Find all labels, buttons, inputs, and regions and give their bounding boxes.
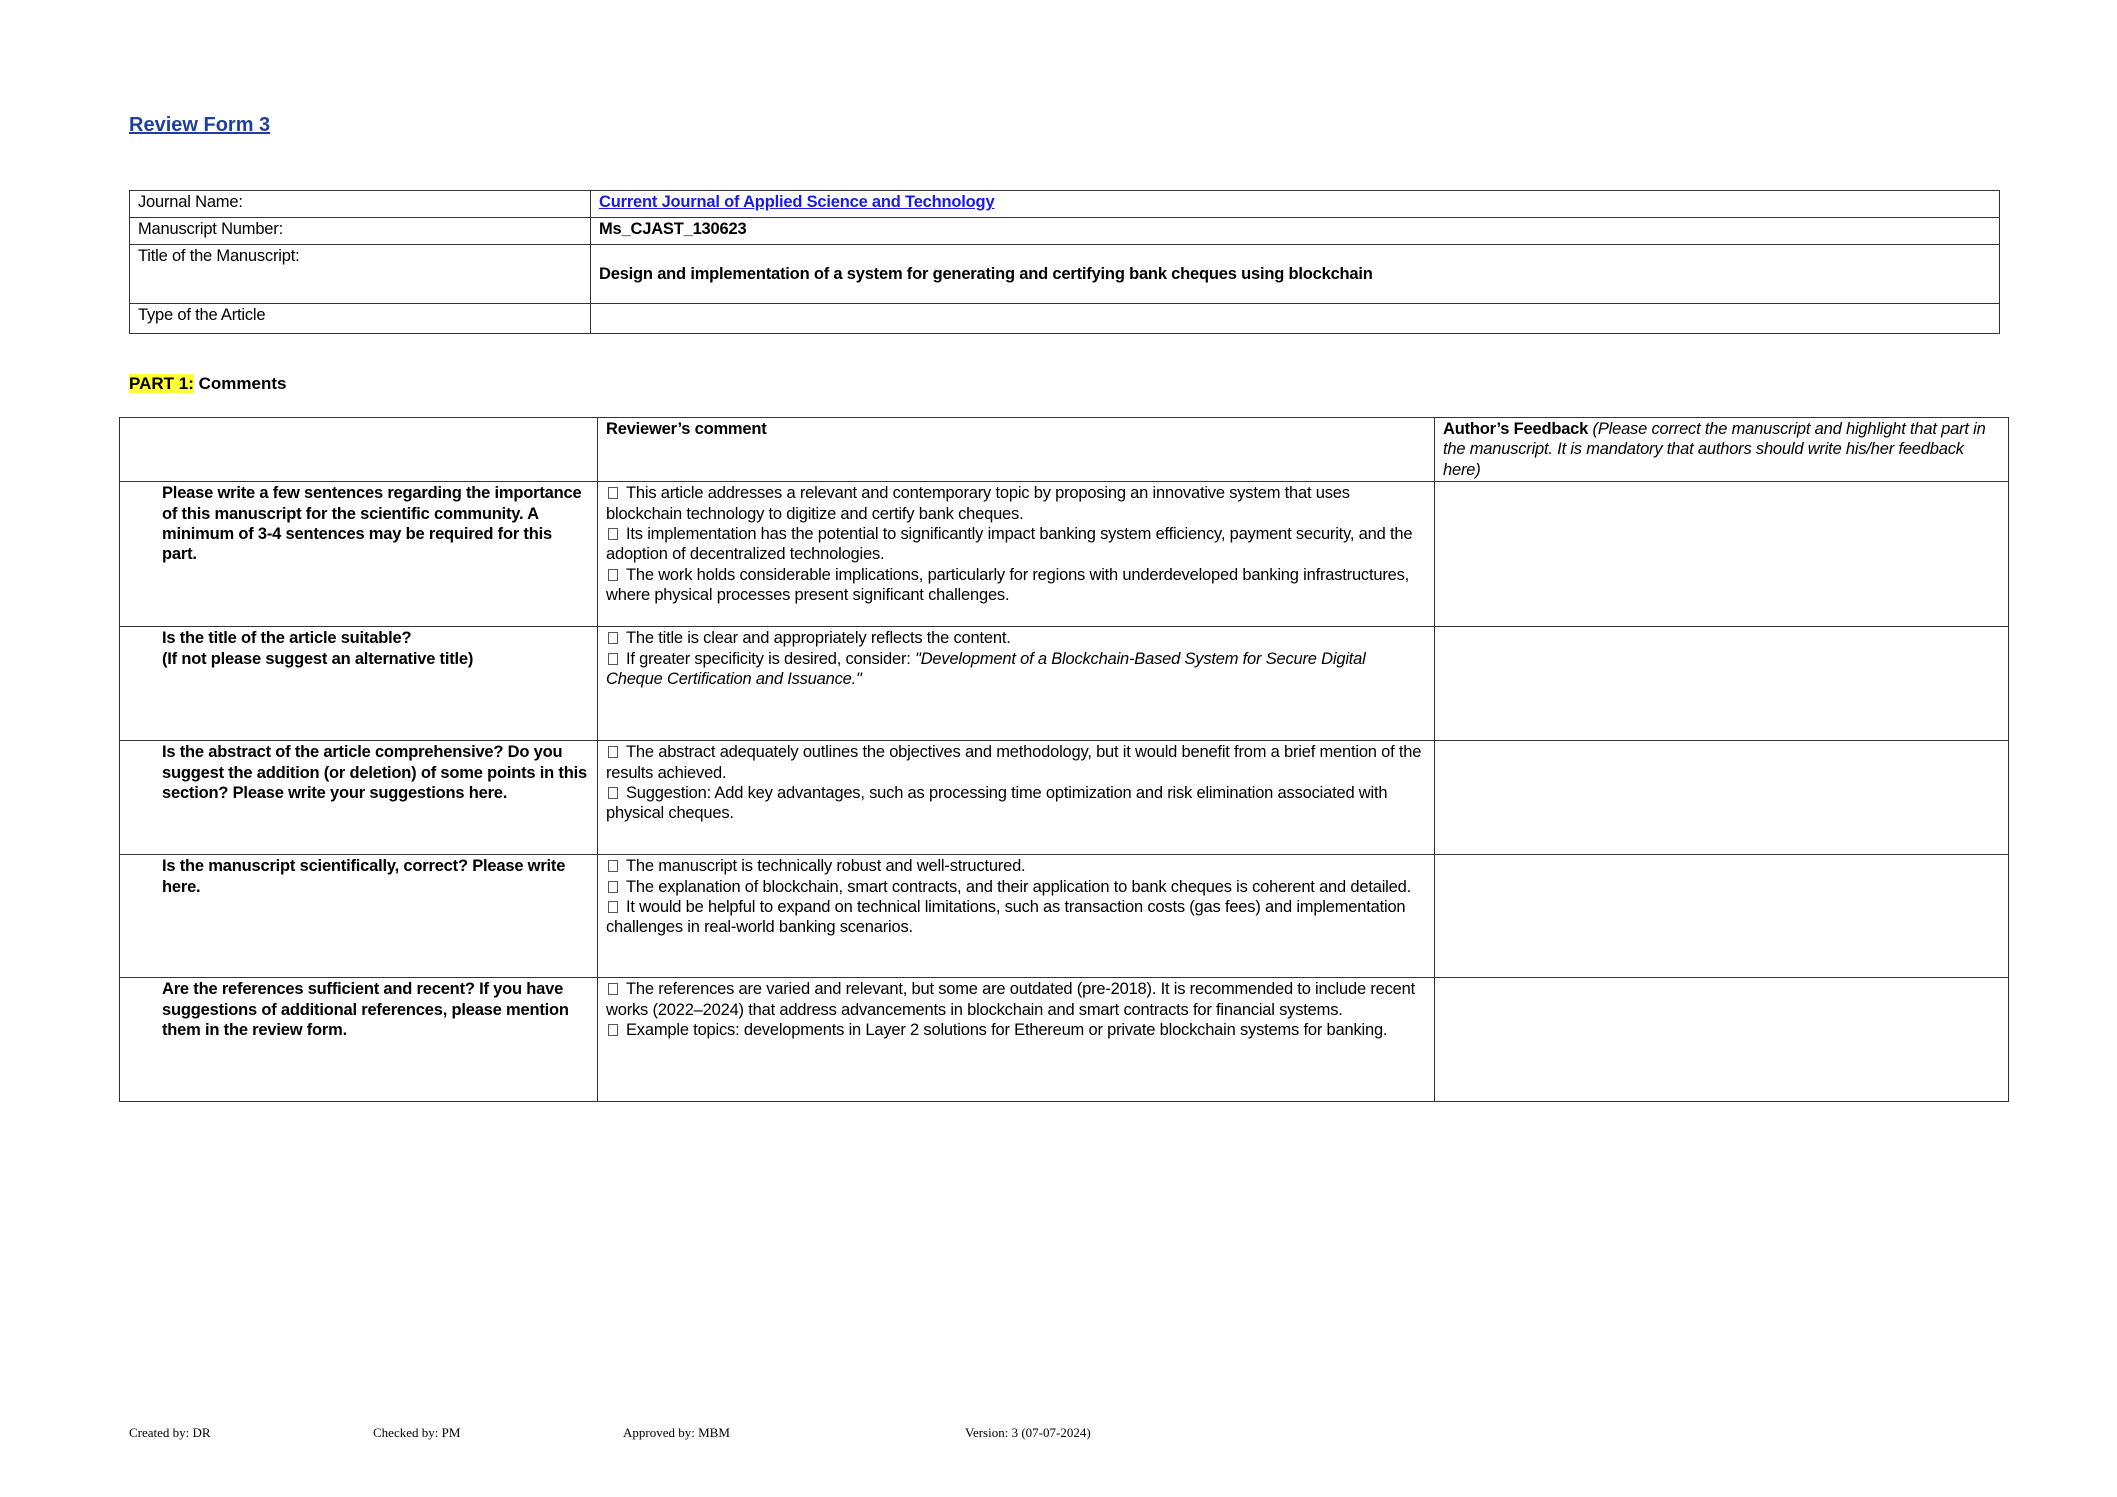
- manuscript-title-label: Title of the Manuscript:: [130, 245, 591, 304]
- checkbox-icon: [608, 901, 618, 913]
- reviewer-comment: [598, 855, 1435, 978]
- bullet-text: The work holds considerable implications, particularly for regions with underdeveloped banking infrastructures, where physical processes present significant challenges.: [606, 565, 1410, 605]
- part-heading: [129, 374, 286, 394]
- bullet-text: It would be helpful to expand on technical limitations, such as transaction costs (gas fees) and implementation challenges in real-world banking scenarios.: [606, 898, 1406, 937]
- manuscript-info-table: [129, 190, 2000, 334]
- footer-checked: Checked by: PM: [373, 1425, 461, 1440]
- comment-bullet: [606, 742, 1426, 783]
- checkbox-icon: [608, 632, 618, 644]
- comment-row: [120, 741, 2009, 855]
- footer-version: Version: 3 (07-07-2024): [965, 1425, 1091, 1440]
- author-feedback-cell[interactable]: [1435, 482, 2009, 627]
- checkbox-icon: [608, 487, 618, 499]
- footer-created: Created by: DR: [129, 1425, 211, 1440]
- comment-bullet: [606, 483, 1426, 524]
- part-label: PART 1:: [129, 374, 194, 393]
- journal-link[interactable]: Current Journal of Applied Science and Technology: [599, 193, 995, 211]
- bullet-text: Example topics: developments in Layer 2 solutions for Ethereum or private blockchain systems for banking.: [626, 1021, 1388, 1040]
- author-feedback-cell[interactable]: [1435, 855, 2009, 978]
- part-title: Comments: [198, 374, 287, 393]
- question: Is the manuscript scientifically, correct? Please write here.: [120, 855, 598, 978]
- bullet-text: Its implementation has the potential to significantly impact banking system efficiency, payment security, and the adoption of decentralized technologies.: [606, 525, 1413, 564]
- manuscript-number: Ms_CJAST_130623: [591, 218, 2000, 245]
- header-reviewer: Reviewer’s comment: [598, 418, 1435, 482]
- comment-bullet: [606, 628, 1426, 648]
- bullet-text: The manuscript is technically robust and well-structured.: [626, 857, 1026, 876]
- question: Is the title of the article suitable? (If not please suggest an alternative title): [120, 627, 598, 741]
- comment-bullet: [606, 565, 1426, 606]
- author-feedback-label: Author’s Feedback: [1443, 420, 1589, 438]
- reviewer-comment: [598, 627, 1435, 741]
- reviewer-comment: [598, 978, 1435, 1102]
- suggested-title: "Development of a Blockchain-Based System for Secure Digital Cheque Certification and Issuance.": [606, 649, 1366, 689]
- comment-bullet: [606, 897, 1426, 938]
- bullet-text: The references are varied and relevant, but some are outdated (pre-2018). It is recommended to include recent works (2022–2024) that address advancements in blockchain and smart contracts for financial systems.: [606, 980, 1415, 1019]
- checkbox-icon: [608, 653, 618, 665]
- header-empty: [120, 418, 598, 482]
- reviewer-comment: [598, 482, 1435, 627]
- author-feedback-note: (Please correct the manuscript and highlight that part in the manuscript. It is mandatory that authors should write his/her feedback here): [1443, 420, 1986, 479]
- checkbox-icon: [608, 528, 618, 540]
- comment-bullet: [606, 649, 1426, 690]
- bullet-text: The abstract adequately outlines the objectives and methodology, but it would benefit from a brief mention of the results achieved.: [606, 743, 1422, 782]
- comment-row: [120, 627, 2009, 741]
- bullet-text: The title is clear and appropriately reflects the content.: [626, 629, 1011, 648]
- comment-bullet: [606, 979, 1426, 1020]
- bullet-text: This article addresses a relevant and contemporary topic by proposing an innovative system that uses blockchain technology to digitize and certify bank cheques.: [606, 484, 1350, 523]
- comment-bullet: [606, 783, 1426, 824]
- comment-bullet: [606, 856, 1426, 876]
- manuscript-title: Design and implementation of a system for generating and certifying bank cheques using blockchain: [591, 245, 2000, 304]
- comment-bullet: [606, 1020, 1426, 1040]
- bullet-text: Suggestion: Add key advantages, such as processing time optimization and risk elimination associated with physical cheques.: [606, 784, 1388, 823]
- journal-label: Journal Name:: [130, 191, 591, 218]
- comment-row: [120, 482, 2009, 627]
- footer-approved: Approved by: MBM: [623, 1425, 730, 1440]
- comment-row: [120, 855, 2009, 978]
- manuscript-number-label: Manuscript Number:: [130, 218, 591, 245]
- article-type-label: Type of the Article: [130, 304, 591, 334]
- form-title[interactable]: Review Form 3: [129, 114, 271, 136]
- checkbox-icon: [608, 569, 618, 581]
- checkbox-icon: [608, 1024, 618, 1036]
- header-author: [1435, 418, 2009, 482]
- reviewer-comment: [598, 741, 1435, 855]
- question: Is the abstract of the article comprehensive? Do you suggest the addition (or deletion) of some points in this section? Please write your suggestions here.: [120, 741, 598, 855]
- bullet-text: If greater specificity is desired, consider:: [626, 649, 916, 668]
- checkbox-icon: [608, 746, 618, 758]
- checkbox-icon: [608, 983, 618, 995]
- comment-bullet: [606, 524, 1426, 565]
- comments-table: [119, 417, 2009, 1102]
- author-feedback-cell[interactable]: [1435, 627, 2009, 741]
- checkbox-icon: [608, 860, 618, 872]
- question: Please write a few sentences regarding the importance of this manuscript for the scientific community. A minimum of 3-4 sentences may be required for this part.: [120, 482, 598, 627]
- checkbox-icon: [608, 787, 618, 799]
- comment-row: [120, 978, 2009, 1102]
- article-type-value: [591, 304, 2000, 334]
- comment-bullet: [606, 877, 1426, 897]
- author-feedback-cell[interactable]: [1435, 741, 2009, 855]
- bullet-text: The explanation of blockchain, smart contracts, and their application to bank cheques is coherent and detailed.: [626, 877, 1411, 896]
- checkbox-icon: [608, 881, 618, 893]
- author-feedback-cell[interactable]: [1435, 978, 2009, 1102]
- question: Are the references sufficient and recent? If you have suggestions of additional references, please mention them in the review form.: [120, 978, 598, 1102]
